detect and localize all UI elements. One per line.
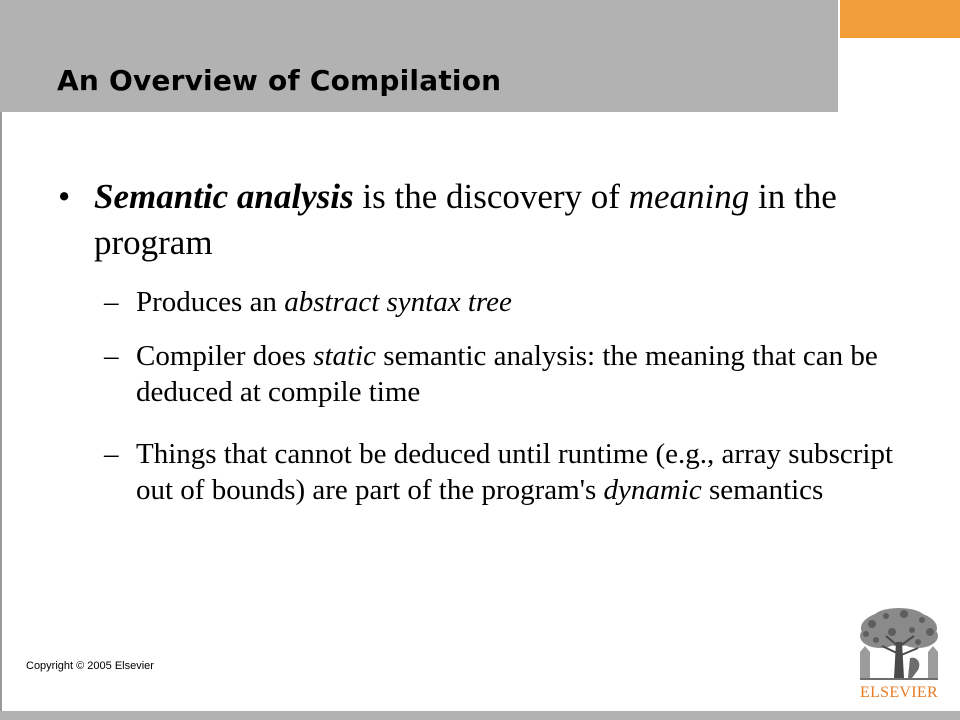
subpoint-pre: Things that cannot be deduced until runtime (e.g., array subscript out of bounds) are part of the program's xyxy=(136,438,894,506)
bullet-term: Semantic analysis xyxy=(94,177,354,216)
bullet-text-1: is the discovery of xyxy=(353,177,629,216)
subpoint-text xyxy=(136,436,896,508)
subpoint-emph: abstract syntax tree xyxy=(284,286,512,318)
bullet-emph: meaning xyxy=(628,177,750,216)
bullet-marker: • xyxy=(58,177,71,216)
accent-block xyxy=(840,0,960,38)
bottom-bar xyxy=(0,711,960,720)
subpoint-text xyxy=(136,338,896,410)
subpoint-post: semantic analysis: the meaning that can be deduced at compile time xyxy=(136,340,878,408)
subpoint-text xyxy=(136,284,896,320)
elsevier-wordmark: ELSEVIER xyxy=(860,684,938,701)
subpoint-marker: – xyxy=(104,286,119,318)
subpoint-emph: dynamic xyxy=(603,474,702,506)
subpoint-marker: – xyxy=(104,340,119,372)
subpoint-pre: Produces an xyxy=(136,286,285,318)
main-bullet-text xyxy=(94,174,924,266)
subpoint-emph: static xyxy=(313,340,377,372)
subpoint-marker: – xyxy=(104,438,119,470)
subpoint-pre: Compiler does xyxy=(136,340,314,372)
slide-title: An Overview of Compilation xyxy=(57,64,502,97)
subpoint-post: semantics xyxy=(701,474,824,506)
bullet-text-2: in the program xyxy=(94,177,837,262)
copyright-text: Copyright © 2005 Elsevier xyxy=(26,660,154,672)
